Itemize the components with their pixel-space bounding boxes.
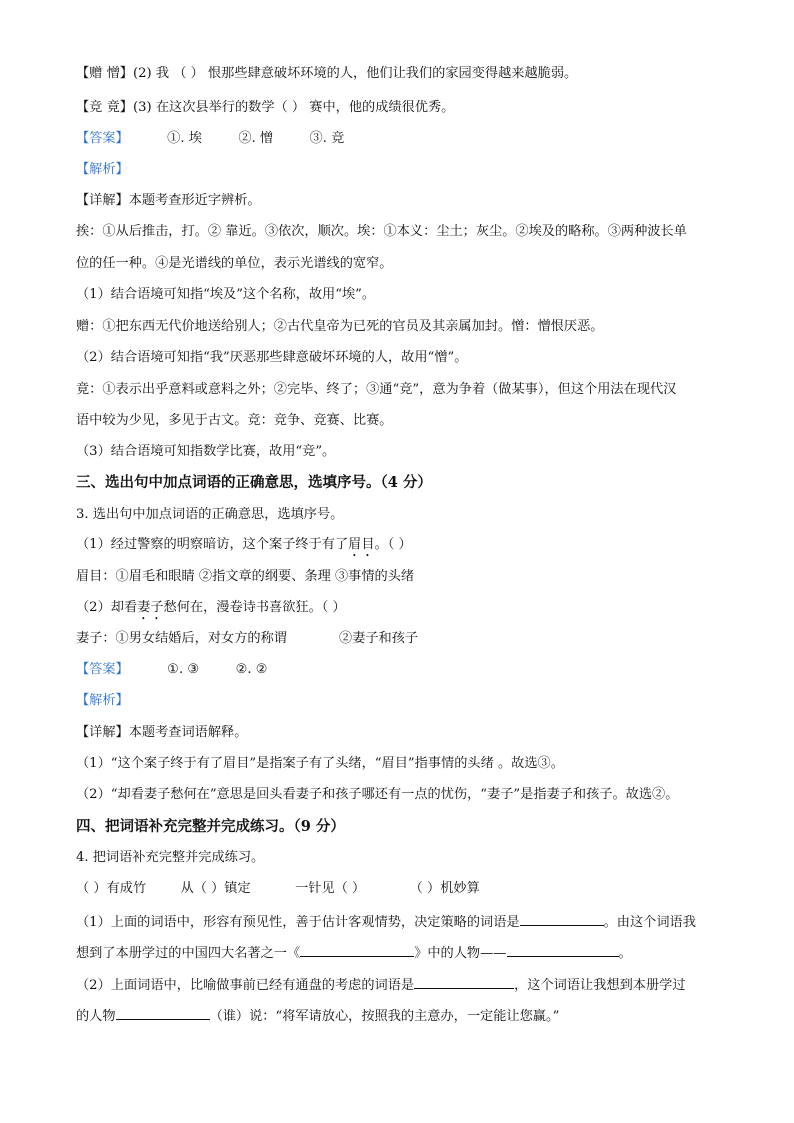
answer-blank[interactable]	[116, 1005, 210, 1020]
definition-zeng: 赠：①把东西无代价地送给别人；②古代皇帝为已死的官员及其亲属加封。憎：憎恨厌恶。	[76, 319, 604, 334]
definition-jing-line2: 语中较为少见，多见于古文。竞：竞争、竞赛、比赛。	[76, 413, 393, 428]
question-text: 》中的人物——	[414, 946, 507, 961]
question-3-stem: 3. 选出句中加点词语的正确意思，选填序号。	[76, 507, 344, 522]
question-text: ，这个词语让我想到本册学过	[514, 978, 686, 993]
detail-intro: 【详解】本题考查词语解释。	[76, 725, 248, 740]
question-2-item-3: 【竞 竟】(3) 在这次县举行的数学（ ） 赛中，他的成绩很优秀。	[76, 100, 455, 115]
idiom-row	[76, 879, 754, 899]
question-text: （1）上面的词语中，形容有预见性，善于估计客观情势，决定策略的词语是	[76, 915, 520, 930]
dotted-word: 妻子	[137, 600, 164, 615]
analysis-label: 【解析】	[76, 693, 129, 708]
question-4-item-2	[76, 974, 754, 996]
question-text: 。	[618, 946, 632, 961]
idiom-blank: （ ）机妙算	[409, 881, 480, 896]
question-3-item-1	[76, 535, 754, 560]
section-4-title: 四、把词语补充完整并完成练习。（9 分）	[76, 818, 345, 835]
sentence-text: 愁何在，漫卷诗书喜欲狂。（ ）	[163, 600, 346, 615]
explanation-1: （1）结合语境可知指“埃及”这个名称，故用“埃”。	[76, 287, 376, 302]
answer-item: ②. 憎	[238, 131, 274, 146]
answer-label: 【答案】	[76, 131, 129, 146]
definition-ai-line1: 挨：①从后推击，打。② 靠近。③依次，顺次。埃：①本义：尘土；灰尘。②埃及的略称。③两种波长单	[76, 224, 687, 239]
idiom-blank: 一针见（ ）	[295, 881, 366, 896]
definition-qizi	[76, 629, 754, 649]
question-4-item-2-cont	[76, 1005, 754, 1027]
question-text: 。由这个词语我	[603, 915, 696, 930]
question-3-item-2	[76, 598, 754, 623]
idiom-blank: 从（ ）镇定	[180, 881, 251, 896]
question-text: 的人物	[76, 1009, 116, 1024]
sentence-text: （1）经过警察的明察暗访，这个案子终于有了	[76, 537, 349, 552]
analysis-label: 【解析】	[76, 162, 129, 177]
answer-blank[interactable]	[520, 911, 604, 926]
answer-blank[interactable]	[300, 942, 414, 957]
explanation-3: （3）结合语境可知指数学比赛，故用“竞”。	[76, 444, 336, 459]
definition-ai-line2: 位的任一种。④是光谱线的单位，表示光谱线的宽窄。	[76, 256, 393, 271]
answer-item: ③. 竞	[309, 131, 345, 146]
question-2-item-2: 【赠 憎】(2) 我 （ ） 恨那些肆意破坏环境的人，他们让我们的家园变得越来越脆弱。	[76, 66, 578, 81]
detail-intro: 【详解】本题考查形近字辨析。	[76, 193, 261, 208]
explanation-4: （1）“这个案子终于有了眉目”是指案子有了头绪，“眉目”指事情的头绪 。故选③。	[76, 756, 564, 771]
section-3-title: 三、选出句中加点词语的正确意思，选填序号。（4 分）	[76, 474, 432, 491]
definition-jing-line1: 竟：①表示出乎意料或意料之外；②完毕、终了；③通“竞”，意为争着（做某事），但这个用法在现代汉	[76, 382, 677, 397]
question-text: （2）上面词语中，比喻做事前已经有通盘的考虑的词语是	[76, 978, 415, 993]
question-text: 想到了本册学过的中国四大名著之一《	[76, 946, 301, 961]
question-4-item-1-cont	[76, 942, 754, 964]
explanation-2: （2）结合语境可知指“我”厌恶那些肆意破坏环境的人，故用“憎”。	[76, 350, 468, 365]
explanation-5: （2）“却看妻子愁何在”意思是回头看妻子和孩子哪还有一点的忧伤，“妻子”是指妻子和孩子。故选②。	[76, 787, 679, 802]
question-4-item-1	[76, 911, 754, 933]
definition-text: ②妻子和孩子	[339, 631, 419, 646]
answer-blank[interactable]	[507, 942, 619, 957]
answer-item: ①. ③	[167, 662, 200, 677]
answer-item: ①. 埃	[167, 131, 202, 146]
sentence-text: （2）却看	[76, 600, 138, 615]
question-4-stem: 4. 把词语补充完整并完成练习。	[76, 850, 265, 865]
answer-row-1	[76, 129, 754, 149]
answer-row-2	[76, 660, 754, 680]
answer-blank[interactable]	[414, 974, 514, 989]
answer-label: 【答案】	[76, 662, 129, 677]
sentence-text: 。（ ）	[374, 537, 412, 552]
dotted-word: 眉目	[348, 537, 375, 552]
definition-meimu: 眉目：①眉毛和眼睛 ②指文章的纲要、条理 ③事情的头绪	[76, 569, 415, 584]
idiom-blank: （ ）有成竹	[76, 881, 147, 896]
question-text: （谁）说：“将军请放心，按照我的主意办，一定能让您赢。”	[209, 1009, 560, 1024]
definition-text: 妻子：①男女结婚后，对女方的称谓	[76, 631, 287, 646]
answer-item: ②. ②	[235, 662, 268, 677]
